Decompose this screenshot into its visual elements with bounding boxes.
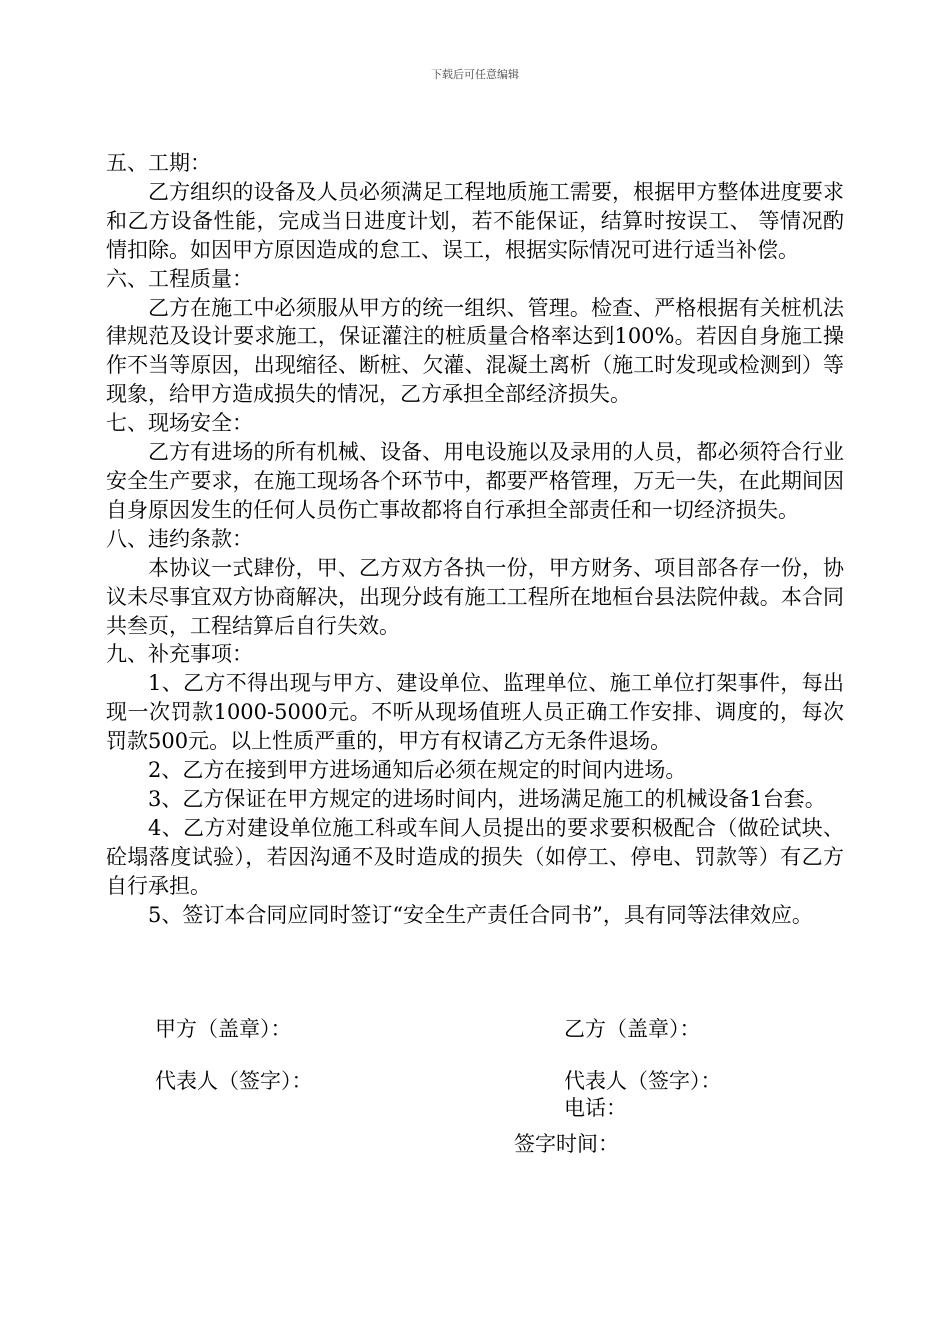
- party-a-seal-label: 甲方（盖章）：: [155, 1017, 292, 1041]
- section-paragraph: 乙方在施工中必须服从甲方的统一组织、管理。检查、严格根据有关桩机法律规范及设计要求施工，保证灌注的桩质量合格率达到100%。若因自身施工操作不当等原因，出现缩径、断桩、欠灌、混凝土离析（施工时发现或检测到）等现象，给甲方造成损失的情况，乙方承担全部经济损失。: [106, 295, 844, 407]
- section-safety: [106, 409, 844, 525]
- supplementary-item-1: 1、乙方不得出现与甲方、建设单位、监理单位、施工单位打架事件，每出现一次罚款1000-5000元。不听从现场值班人员正确工作安排、调度的，每次罚款500元。以上性质严重的，甲方有权请乙方无条件退场。: [106, 671, 844, 754]
- section-schedule: [106, 149, 844, 265]
- party-b-representative-label: 代表人（签字）：: [564, 1069, 722, 1093]
- party-a-representative-label: 代表人（签字）：: [155, 1069, 313, 1093]
- supplementary-item-3: 3、乙方保证在甲方规定的进场时间内，进场满足施工的机械设备1台套。: [148, 786, 826, 811]
- section-quality: [106, 265, 844, 410]
- sign-time-label: 签字时间：: [514, 1132, 619, 1156]
- section-paragraph: 本协议一式肆份，甲、乙方双方各执一份，甲方财务、项目部各存一份，协议未尽事宜双方协商解决，出现分歧有施工工程所在地桓台县法院仲裁。本合同共叁页，工程结算后自行失效。: [106, 555, 844, 638]
- supplementary-item-4: 4、乙方对建设单位施工科或车间人员提出的要求要积极配合（做砼试块、砼塌落度试验），若因沟通不及时造成的损失（如停工、停电、罚款等）有乙方自行承担。: [106, 815, 844, 898]
- contract-body: [106, 149, 844, 929]
- supplementary-item-5: 5、签订本合同应同时签订“安全生产责任合同书”，具有同等法律效应。: [148, 902, 813, 927]
- party-b-seal-label: 乙方（盖章）：: [564, 1017, 701, 1041]
- section-paragraph: 乙方有进场的所有机械、设备、用电设施以及录用的人员，都必须符合行业安全生产要求，在施工现场各个环节中，都要严格管理，万无一失，在此期间因自身原因发生的任何人员伤亡事故都将自行承担全部责任和一切经济损失。: [106, 440, 844, 522]
- section-heading: 六、工程质量：: [106, 266, 253, 291]
- section-heading: 五、工期：: [106, 151, 211, 175]
- section-heading: 七、现场安全：: [106, 411, 253, 436]
- header-note: 下载后可任意编辑: [431, 68, 519, 81]
- section-supplementary: [106, 640, 844, 929]
- section-breach: [106, 525, 844, 641]
- phone-label: 电话：: [564, 1096, 627, 1120]
- section-paragraph: 乙方组织的设备及人员必须满足工程地质施工需要，根据甲方整体进度要求和乙方设备性能，完成当日进度计划，若不能保证，结算时按误工、 等情况酌情扣除。如因甲方原因造成的怠工、误工，根据实际情况可进行适当补偿。: [106, 179, 844, 262]
- supplementary-item-2: 2、乙方在接到甲方进场通知后必须在规定的时间内进场。: [148, 758, 687, 783]
- section-heading: 八、违约条款：: [106, 526, 253, 551]
- section-heading: 九、补充事项：: [106, 642, 253, 667]
